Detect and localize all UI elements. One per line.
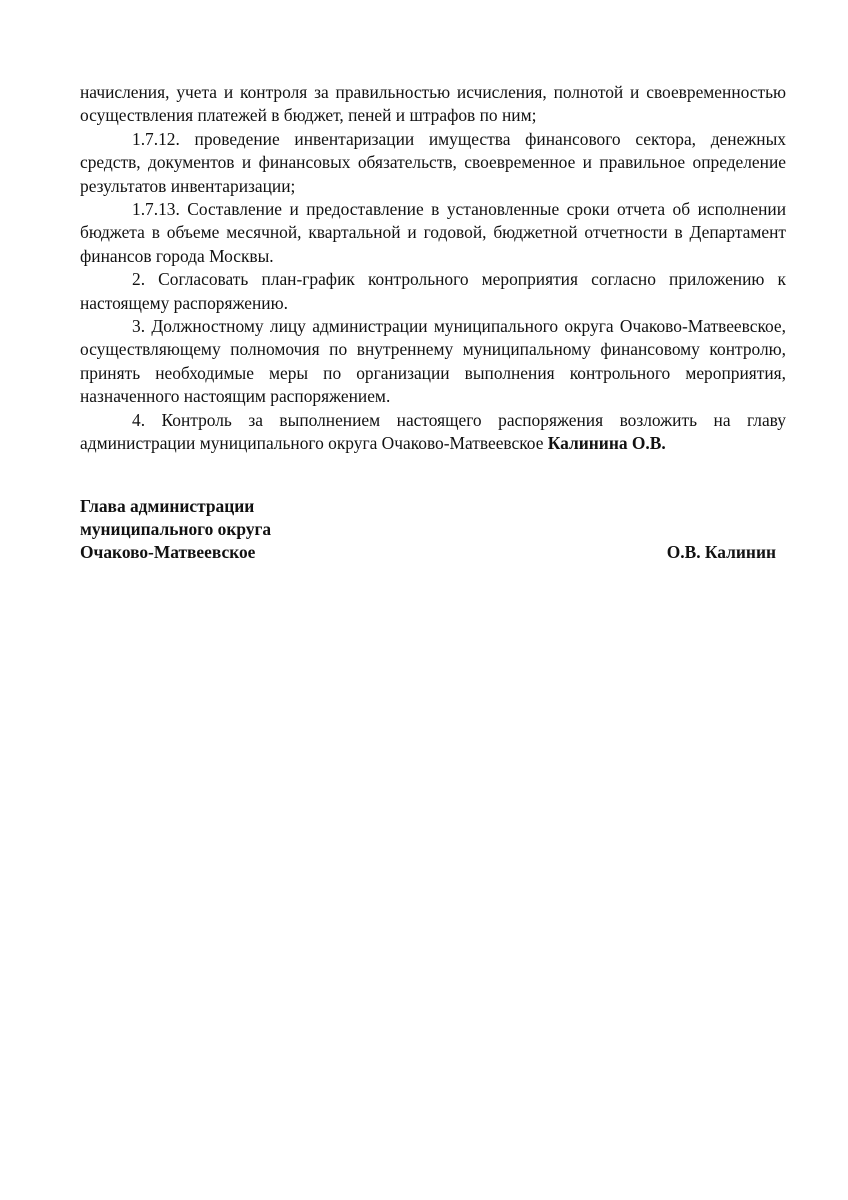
document-body (80, 81, 786, 456)
paragraph-1-7-12: 1.7.12. проведение инвентаризации имущества финансового сектора, денежных средств, документов и финансовых обязательств, своевременное и правильное определение результатов инвентаризации; (80, 128, 786, 196)
paragraph-4 (80, 409, 786, 456)
paragraph-4-text: 4. Контроль за выполнением настоящего распоряжения возложить на главу администрации муниципального округа Очаково-Матвеевское (80, 409, 786, 454)
signature-block (80, 495, 776, 565)
signature-title-line-3: Очаково-Матвеевское (80, 542, 256, 563)
responsible-person-name: Калинина О.В. (547, 433, 666, 454)
signatory-name: О.В. Калинин (666, 542, 776, 563)
paragraph-1-7-13: 1.7.13. Составление и предоставление в установленные сроки отчета об исполнении бюджета в объеме месячной, квартальной и годовой, бюджетной отчетности в Департамент финансов города Москвы. (80, 199, 786, 266)
paragraph-continuation: начисления, учета и контроля за правильностью исчисления, полнотой и своевременностью осуществления платежей в бюджет, пеней и штрафов по ним; (80, 82, 786, 126)
signature-title-line-2: муниципального округа (80, 519, 272, 540)
paragraph-2: 2. Согласовать план-график контрольного мероприятия согласно приложению к настоящему распоряжению. (80, 269, 786, 313)
paragraph-3: 3. Должностному лицу администрации муниципального округа Очаково-Матвеевское, осуществляющему полномочия по внутреннему муниципальному финансовому контролю, принять необходимые меры по организации выполнения контрольного мероприятия, назначенного настоящим распоряжением. (80, 316, 786, 407)
signature-last-line (80, 541, 776, 564)
signature-title-line-1: Глава администрации (80, 496, 255, 516)
